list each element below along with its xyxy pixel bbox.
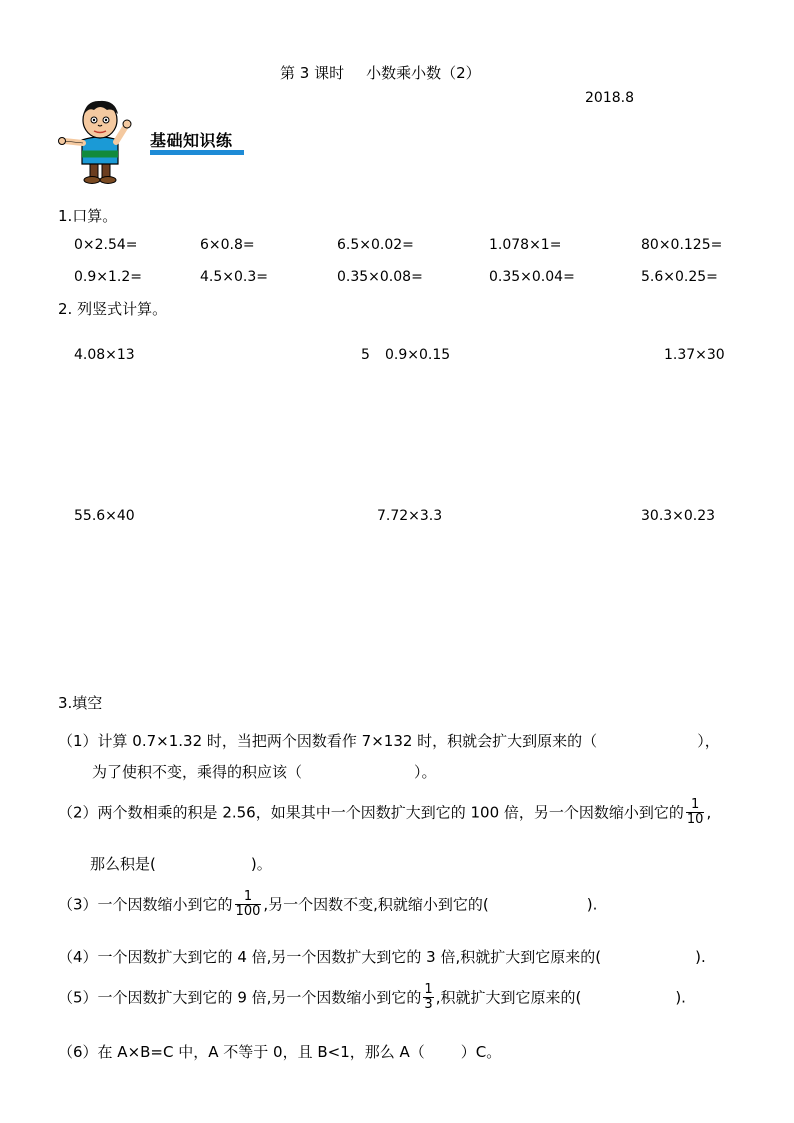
fill-question-1-line2: 为了使积不变，乘得的积应该（ ）。 [92,763,437,781]
mental-calc-1-3: 6.5×0.02= [337,237,414,253]
page-title [280,62,481,83]
mental-calc-2-5: 5.6×0.25= [641,269,718,285]
fill-question-2-line2: 那么积是( )。 [90,855,272,873]
date-label: 2018.8 [585,90,634,106]
mental-calc-2-3: 0.35×0.08= [337,269,423,285]
fill-question-6: （6）在 A×B=C 中，A 不等于 0，且 B<1，那么 A（ ）C。 [58,1043,502,1061]
fill-question-1-line1: （1）计算 0.7×1.32 时，当把两个因数看作 7×132 时，积就会扩大到原来的（ ）， [58,732,720,750]
mental-calc-1-4: 1.078×1= [489,237,562,253]
vertical-calc-2: 0.9×0.15 [385,347,451,363]
vertical-calc-6: 30.3×0.23 [641,508,716,524]
mental-calc-2-4: 0.35×0.04= [489,269,575,285]
fraction-1-10: $\frac{1}{10}$ [686,797,704,828]
section2-title: 2. 列竖式计算。 [58,300,168,318]
section3-title: 3.填空 [58,694,103,712]
fill-question-3: （3）一个因数缩小到它的 $\frac{1}{100}$ ,另一个因数不变,积就缩小到它的( ). [58,889,598,920]
vertical-calc-4: 55.6×40 [74,508,135,524]
fill-question-4: （4）一个因数扩大到它的 4 倍,另一个因数扩大到它的 3 倍,积就扩大到它原来的( ). [58,948,706,966]
section1-title: 1.口算。 [58,207,118,225]
fraction-1-100: $\frac{1}{100}$ [235,889,261,920]
vertical-calc-stray-number: 5 [361,347,370,363]
banner-underline [150,150,244,155]
lesson-number: 第 3 课时 [280,64,345,82]
mental-calc-1-5: 80×0.125= [641,237,723,253]
mental-calc-1-1: 0×2.54= [74,237,138,253]
fraction-1-3: $\frac{1}{3}$ [424,982,433,1013]
lesson-topic: 小数乘小数（2） [366,64,481,82]
fill-question-5: （5）一个因数扩大到它的 9 倍,另一个因数缩小到它的 $\frac{1}{3}$ ,积就扩大到它原来的( ). [58,982,686,1013]
vertical-calc-3: 1.37×30 [664,347,725,363]
mental-calc-2-1: 0.9×1.2= [74,269,142,285]
mental-calc-2-2: 4.5×0.3= [200,269,268,285]
banner-title: 基础知识练 [150,131,233,150]
fill-question-2-line1: （2）两个数相乘的积是 2.56，如果其中一个因数扩大到它的 100 倍，另一个因数缩小到它的 $\frac{1}{10}$ , [58,797,712,828]
vertical-calc-1: 4.08×13 [74,347,135,363]
mental-calc-1-2: 6×0.8= [200,237,255,253]
vertical-calc-5: 7.72×3.3 [377,508,443,524]
boy-mascot-icon [52,98,148,186]
